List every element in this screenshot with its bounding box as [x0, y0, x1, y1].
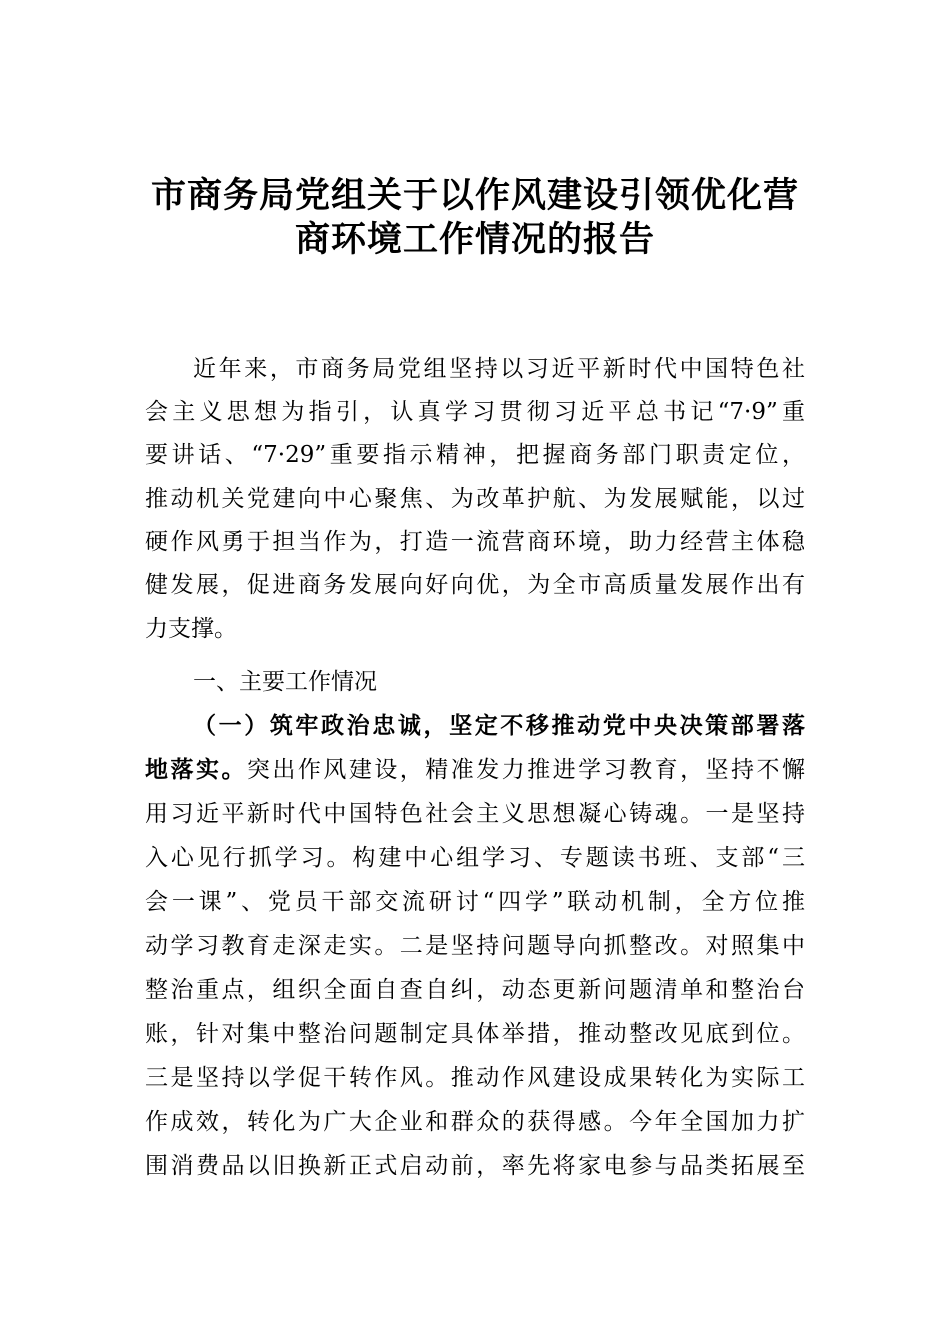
subsection-heading: （一）筑牢政治忠诚，坚定不移推动党中央决策部署落	[193, 713, 805, 739]
intro-line: 会主义思想为指引，认真学习贯彻习近平总书记“7·9”重	[145, 399, 805, 425]
intro-line: 近年来，市商务局党组坚持以习近平新时代中国特色社	[193, 356, 805, 382]
body-line-mixed	[145, 755, 805, 785]
body-line: 围消费品以旧换新正式启动前，率先将家电参与品类拓展至	[145, 1153, 805, 1179]
body-line: 入心见行抓学习。构建中心组学习、专题读书班、支部“三	[145, 845, 805, 871]
body-line: 动学习教育走深走实。二是坚持问题导向抓整改。对照集中	[145, 933, 805, 959]
body-line: 三是坚持以学促干转作风。推动作风建设成果转化为实际工	[145, 1065, 805, 1091]
subsection-heading-continued: 地落实。	[145, 757, 247, 783]
body-line: 用习近平新时代中国特色社会主义思想凝心铸魂。一是坚持	[145, 801, 805, 827]
body-line: 作成效，转化为广大企业和群众的获得感。今年全国加力扩	[145, 1109, 805, 1135]
document-title-line-2: 商环境工作情况的报告	[294, 220, 655, 260]
body-line: 会一课”、党员干部交流研讨“四学”联动机制，全方位推	[145, 889, 805, 915]
body-line: 账，针对集中整治问题制定具体举措，推动整改见底到位。	[145, 1021, 805, 1047]
document-title-line-1: 市商务局党组关于以作风建设引领优化营	[150, 176, 799, 216]
body-line: 整治重点，组织全面自查自纠，动态更新问题清单和整治台	[145, 977, 805, 1003]
section-heading: 一、主要工作情况	[193, 669, 377, 695]
intro-line: 健发展，促进商务发展向好向优，为全市高质量发展作出有	[145, 572, 805, 598]
intro-line: 硬作风勇于担当作为，打造一流营商环境，助力经营主体稳	[145, 529, 805, 555]
body-text-run: 突出作风建设，精准发力推进学习教育，坚持不懈	[246, 757, 806, 783]
intro-line: 推动机关党建向中心聚焦、为改革护航、为发展赋能，以过	[145, 486, 805, 512]
intro-line: 要讲话、“7·29”重要指示精神，把握商务部门职责定位，	[145, 442, 805, 468]
intro-line: 力支撑。	[145, 616, 237, 642]
